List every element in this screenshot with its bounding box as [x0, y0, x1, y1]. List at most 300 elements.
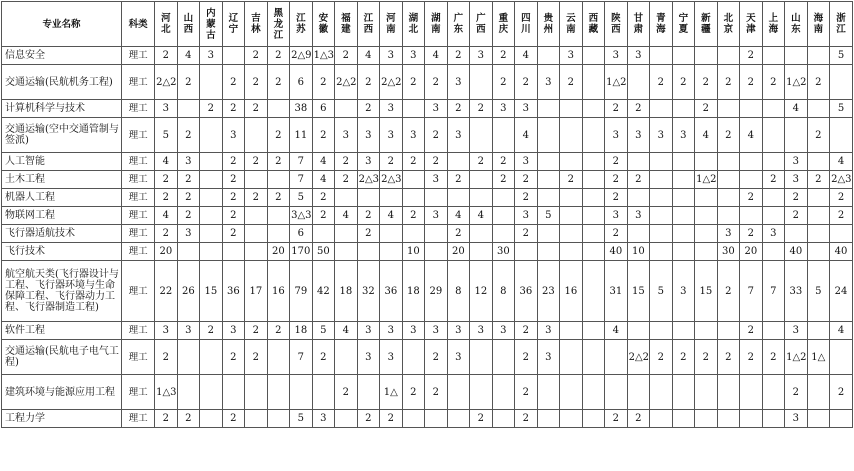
quota-cell: 3: [605, 47, 628, 65]
quota-cell: [200, 243, 223, 261]
quota-cell: 20: [447, 243, 470, 261]
category-cell: 理工: [122, 171, 155, 189]
quota-cell: [267, 410, 290, 428]
quota-cell: 3: [537, 340, 560, 375]
quota-cell: 7: [290, 153, 313, 171]
quota-cell: 2: [425, 118, 448, 153]
quota-cell: 2: [560, 65, 583, 100]
province-header: 江 西: [357, 2, 380, 47]
quota-cell: 2: [492, 171, 515, 189]
quota-cell: 18: [402, 261, 425, 322]
quota-cell: 2: [650, 65, 673, 100]
quota-cell: 2: [807, 65, 830, 100]
quota-cell: 2: [222, 153, 245, 171]
quota-cell: 1△3: [155, 375, 178, 410]
quota-cell: [492, 375, 515, 410]
province-header: 海 南: [807, 2, 830, 47]
quota-cell: [627, 189, 650, 207]
quota-cell: [762, 243, 785, 261]
quota-cell: [807, 225, 830, 243]
quota-cell: 2: [222, 207, 245, 225]
table-row: [2, 118, 853, 153]
quota-cell: 2: [245, 100, 268, 118]
quota-cell: 3: [380, 322, 403, 340]
quota-cell: 3: [447, 118, 470, 153]
quota-cell: 2: [470, 153, 493, 171]
quota-cell: 2: [650, 340, 673, 375]
category-cell: 理工: [122, 100, 155, 118]
major-name-cell: 软件工程: [2, 322, 122, 340]
quota-cell: 2: [402, 375, 425, 410]
quota-cell: [200, 118, 223, 153]
quota-cell: [807, 153, 830, 171]
quota-cell: 3: [357, 153, 380, 171]
quota-cell: 3: [200, 47, 223, 65]
category-cell: 理工: [122, 375, 155, 410]
quota-cell: 20: [267, 243, 290, 261]
quota-cell: 3△3: [290, 207, 313, 225]
quota-cell: 3: [155, 100, 178, 118]
quota-cell: 2: [492, 65, 515, 100]
quota-cell: [560, 118, 583, 153]
quota-cell: 2: [357, 100, 380, 118]
quota-cell: 2: [605, 100, 628, 118]
quota-cell: 3: [155, 322, 178, 340]
quota-cell: [267, 375, 290, 410]
quota-cell: 6: [290, 225, 313, 243]
quota-cell: 23: [537, 261, 560, 322]
quota-cell: [627, 375, 650, 410]
quota-cell: [672, 100, 695, 118]
quota-cell: 2: [605, 225, 628, 243]
quota-cell: 2: [717, 340, 740, 375]
category-cell: 理工: [122, 189, 155, 207]
quota-cell: [762, 47, 785, 65]
quota-cell: [650, 410, 673, 428]
quota-cell: 2: [245, 189, 268, 207]
quota-cell: [402, 410, 425, 428]
quota-cell: 2: [560, 171, 583, 189]
quota-cell: 3: [470, 322, 493, 340]
quota-cell: [380, 189, 403, 207]
quota-cell: [740, 100, 763, 118]
quota-cell: [807, 410, 830, 428]
quota-cell: 4: [605, 322, 628, 340]
quota-cell: 2: [740, 189, 763, 207]
quota-cell: [605, 340, 628, 375]
quota-cell: 36: [515, 261, 538, 322]
quota-cell: [222, 375, 245, 410]
quota-cell: [650, 153, 673, 171]
table-row: [2, 65, 853, 100]
table-row: [2, 225, 853, 243]
quota-cell: [762, 375, 785, 410]
quota-cell: 2△2: [380, 65, 403, 100]
quota-cell: 2: [155, 340, 178, 375]
quota-cell: 6: [290, 65, 313, 100]
quota-cell: 2: [267, 189, 290, 207]
quota-cell: 3: [785, 322, 808, 340]
table-row: [2, 322, 853, 340]
quota-cell: [492, 225, 515, 243]
quota-cell: [335, 410, 358, 428]
quota-cell: 2: [177, 207, 200, 225]
quota-cell: [357, 243, 380, 261]
quota-cell: 5: [830, 47, 853, 65]
quota-cell: 2: [402, 65, 425, 100]
quota-cell: 2: [222, 340, 245, 375]
quota-cell: [470, 189, 493, 207]
quota-cell: 4: [447, 207, 470, 225]
quota-cell: [537, 410, 560, 428]
quota-cell: 3: [627, 47, 650, 65]
quota-cell: 2: [267, 118, 290, 153]
quota-cell: 3: [605, 118, 628, 153]
quota-cell: [830, 65, 853, 100]
quota-cell: 2: [335, 47, 358, 65]
quota-cell: 4: [785, 100, 808, 118]
quota-cell: 2: [200, 100, 223, 118]
quota-cell: 11: [290, 118, 313, 153]
quota-cell: [650, 189, 673, 207]
quota-cell: 3: [560, 47, 583, 65]
quota-cell: [380, 243, 403, 261]
quota-cell: 4: [425, 47, 448, 65]
table-row: [2, 410, 853, 428]
quota-cell: [785, 118, 808, 153]
category-cell: 理工: [122, 207, 155, 225]
major-name-cell: 计算机科学与技术: [2, 100, 122, 118]
quota-cell: [717, 189, 740, 207]
quota-cell: [560, 340, 583, 375]
quota-cell: 3: [785, 153, 808, 171]
quota-cell: 2: [312, 340, 335, 375]
quota-cell: 3: [312, 410, 335, 428]
quota-cell: [650, 47, 673, 65]
quota-cell: 2: [245, 65, 268, 100]
province-header: 云 南: [560, 2, 583, 47]
quota-cell: 2: [807, 118, 830, 153]
quota-cell: [177, 243, 200, 261]
quota-cell: 40: [785, 243, 808, 261]
quota-cell: [830, 410, 853, 428]
province-header: 上 海: [762, 2, 785, 47]
quota-cell: 10: [402, 243, 425, 261]
quota-cell: [245, 207, 268, 225]
quota-cell: [200, 375, 223, 410]
quota-cell: 4: [155, 207, 178, 225]
quota-cell: 2: [627, 410, 650, 428]
major-name-cell: 信息安全: [2, 47, 122, 65]
quota-cell: [582, 243, 605, 261]
quota-cell: 15: [627, 261, 650, 322]
quota-cell: 4: [830, 322, 853, 340]
quota-cell: 2: [470, 410, 493, 428]
quota-cell: 2: [155, 47, 178, 65]
quota-cell: 1△: [380, 375, 403, 410]
category-cell: 理工: [122, 225, 155, 243]
table-row: [2, 207, 853, 225]
province-header: 青 海: [650, 2, 673, 47]
quota-cell: 3: [762, 225, 785, 243]
province-header: 江 苏: [290, 2, 313, 47]
quota-cell: [717, 153, 740, 171]
quota-cell: [447, 375, 470, 410]
quota-cell: 3: [357, 340, 380, 375]
quota-cell: [267, 225, 290, 243]
quota-cell: [537, 243, 560, 261]
quota-cell: 2: [245, 47, 268, 65]
quota-cell: [627, 322, 650, 340]
quota-cell: 2: [267, 153, 290, 171]
quota-cell: [627, 153, 650, 171]
quota-cell: 1△2: [695, 171, 718, 189]
table-row: [2, 189, 853, 207]
quota-cell: [830, 118, 853, 153]
quota-cell: 22: [155, 261, 178, 322]
quota-cell: [605, 375, 628, 410]
quota-cell: 7: [762, 261, 785, 322]
quota-cell: 2: [515, 189, 538, 207]
quota-cell: [177, 375, 200, 410]
quota-cell: [177, 100, 200, 118]
quota-cell: 31: [605, 261, 628, 322]
table-row: [2, 243, 853, 261]
quota-cell: 2: [785, 375, 808, 410]
quota-cell: 3: [177, 225, 200, 243]
quota-cell: 2: [830, 207, 853, 225]
province-header: 天 津: [740, 2, 763, 47]
province-header: 广 西: [470, 2, 493, 47]
quota-cell: [672, 225, 695, 243]
quota-cell: 3: [672, 261, 695, 322]
quota-cell: [470, 225, 493, 243]
quota-cell: [492, 340, 515, 375]
category-cell: 理工: [122, 118, 155, 153]
quota-cell: 2: [380, 153, 403, 171]
major-name-cell: 飞行器适航技术: [2, 225, 122, 243]
quota-cell: 7: [740, 261, 763, 322]
quota-cell: 36: [380, 261, 403, 322]
quota-cell: 3: [357, 322, 380, 340]
quota-cell: 2: [672, 65, 695, 100]
quota-cell: 3: [380, 47, 403, 65]
major-name-cell: 交通运输(民航机务工程): [2, 65, 122, 100]
quota-cell: [492, 118, 515, 153]
province-header: 西 藏: [582, 2, 605, 47]
quota-cell: 2: [312, 207, 335, 225]
quota-cell: 2: [312, 189, 335, 207]
quota-cell: 2: [425, 65, 448, 100]
quota-cell: [762, 207, 785, 225]
quota-cell: 16: [267, 261, 290, 322]
quota-cell: [650, 243, 673, 261]
quota-cell: 2: [492, 47, 515, 65]
quota-cell: 2: [695, 100, 718, 118]
quota-cell: 2: [222, 225, 245, 243]
quota-cell: 2: [177, 65, 200, 100]
quota-cell: [807, 100, 830, 118]
quota-cell: 2: [717, 118, 740, 153]
quota-cell: 2: [605, 153, 628, 171]
quota-cell: [222, 243, 245, 261]
major-name-cell: 土木工程: [2, 171, 122, 189]
quota-cell: 2: [155, 171, 178, 189]
quota-cell: 4: [470, 207, 493, 225]
quota-cell: 5: [290, 189, 313, 207]
quota-cell: [695, 189, 718, 207]
quota-cell: [830, 225, 853, 243]
quota-cell: [335, 225, 358, 243]
category-cell: 理工: [122, 322, 155, 340]
quota-cell: 2: [515, 65, 538, 100]
province-header: 重 庆: [492, 2, 515, 47]
quota-cell: 4: [515, 47, 538, 65]
quota-cell: 3: [222, 322, 245, 340]
quota-cell: 3: [627, 118, 650, 153]
quota-cell: 4: [830, 153, 853, 171]
table-row: [2, 340, 853, 375]
quota-cell: 2: [380, 410, 403, 428]
major-name-cell: 航空航天类(飞行器设计与工程、飞行器环境与生命保障工程、飞行器动力工程、飞行器制造工程): [2, 261, 122, 322]
quota-cell: 2: [447, 47, 470, 65]
quota-cell: 2: [470, 100, 493, 118]
quota-cell: 2: [425, 340, 448, 375]
province-header: 山 东: [785, 2, 808, 47]
quota-cell: 2: [762, 171, 785, 189]
quota-cell: 3: [515, 153, 538, 171]
quota-cell: [537, 100, 560, 118]
quota-cell: [560, 243, 583, 261]
quota-cell: 40: [830, 243, 853, 261]
quota-cell: 5: [537, 207, 560, 225]
quota-cell: 2: [222, 189, 245, 207]
quota-cell: [582, 340, 605, 375]
quota-cell: [560, 410, 583, 428]
quota-cell: [695, 153, 718, 171]
quota-cell: 2: [605, 189, 628, 207]
quota-cell: 8: [447, 261, 470, 322]
province-header: 陕 西: [605, 2, 628, 47]
quota-cell: 3: [492, 100, 515, 118]
quota-cell: 2△9: [290, 47, 313, 65]
quota-cell: [582, 65, 605, 100]
province-header: 广 东: [447, 2, 470, 47]
quota-cell: [740, 410, 763, 428]
quota-cell: [785, 47, 808, 65]
quota-cell: 2: [245, 340, 268, 375]
quota-cell: [560, 322, 583, 340]
quota-cell: 3: [492, 322, 515, 340]
quota-cell: 2: [740, 47, 763, 65]
quota-cell: [200, 410, 223, 428]
quota-cell: [425, 410, 448, 428]
quota-cell: [560, 189, 583, 207]
quota-cell: [200, 340, 223, 375]
quota-cell: 2: [515, 322, 538, 340]
quota-cell: 12: [470, 261, 493, 322]
quota-cell: [582, 189, 605, 207]
quota-cell: 2: [605, 410, 628, 428]
quota-cell: 38: [290, 100, 313, 118]
quota-cell: 42: [312, 261, 335, 322]
quota-cell: [402, 225, 425, 243]
category-cell: 理工: [122, 410, 155, 428]
quota-cell: [740, 171, 763, 189]
quota-cell: [762, 322, 785, 340]
table-row: [2, 153, 853, 171]
quota-cell: 26: [177, 261, 200, 322]
quota-cell: 3: [425, 207, 448, 225]
quota-cell: 2: [425, 375, 448, 410]
quota-cell: [717, 47, 740, 65]
quota-cell: 2: [515, 340, 538, 375]
quota-cell: 5: [290, 410, 313, 428]
quota-cell: [560, 100, 583, 118]
quota-cell: [740, 153, 763, 171]
quota-cell: [695, 410, 718, 428]
quota-cell: 3: [335, 118, 358, 153]
quota-cell: 2: [357, 410, 380, 428]
quota-cell: 5: [155, 118, 178, 153]
quota-cell: [717, 171, 740, 189]
quota-cell: 2: [312, 118, 335, 153]
quota-cell: [470, 375, 493, 410]
quota-cell: [335, 243, 358, 261]
quota-cell: [537, 47, 560, 65]
quota-cell: [672, 243, 695, 261]
category-header: 科类: [122, 2, 155, 47]
quota-cell: 2: [222, 65, 245, 100]
quota-cell: 3: [177, 322, 200, 340]
quota-cell: [717, 375, 740, 410]
table-body: [2, 47, 853, 428]
quota-cell: 2: [335, 153, 358, 171]
quota-cell: 3: [177, 153, 200, 171]
quota-cell: 2: [177, 171, 200, 189]
province-header: 贵 州: [537, 2, 560, 47]
quota-cell: [672, 47, 695, 65]
quota-cell: [402, 171, 425, 189]
province-header: 宁 夏: [672, 2, 695, 47]
province-header: 河 北: [155, 2, 178, 47]
enrollment-plan-table: [1, 1, 853, 428]
quota-cell: 1△: [807, 340, 830, 375]
quota-cell: [245, 225, 268, 243]
quota-cell: [807, 243, 830, 261]
quota-cell: [335, 340, 358, 375]
province-header: 甘 肃: [627, 2, 650, 47]
quota-cell: [335, 100, 358, 118]
quota-cell: 2: [830, 375, 853, 410]
quota-cell: [582, 261, 605, 322]
quota-cell: [785, 225, 808, 243]
quota-cell: [380, 225, 403, 243]
major-name-cell: 人工智能: [2, 153, 122, 171]
table-row: [2, 171, 853, 189]
quota-cell: 2: [515, 375, 538, 410]
quota-cell: [267, 340, 290, 375]
quota-cell: 2: [447, 100, 470, 118]
category-cell: 理工: [122, 261, 155, 322]
category-cell: 理工: [122, 47, 155, 65]
quota-cell: 30: [492, 243, 515, 261]
quota-cell: [402, 100, 425, 118]
quota-cell: [245, 171, 268, 189]
quota-cell: 4: [335, 322, 358, 340]
quota-cell: 2: [335, 171, 358, 189]
quota-cell: 2: [695, 65, 718, 100]
